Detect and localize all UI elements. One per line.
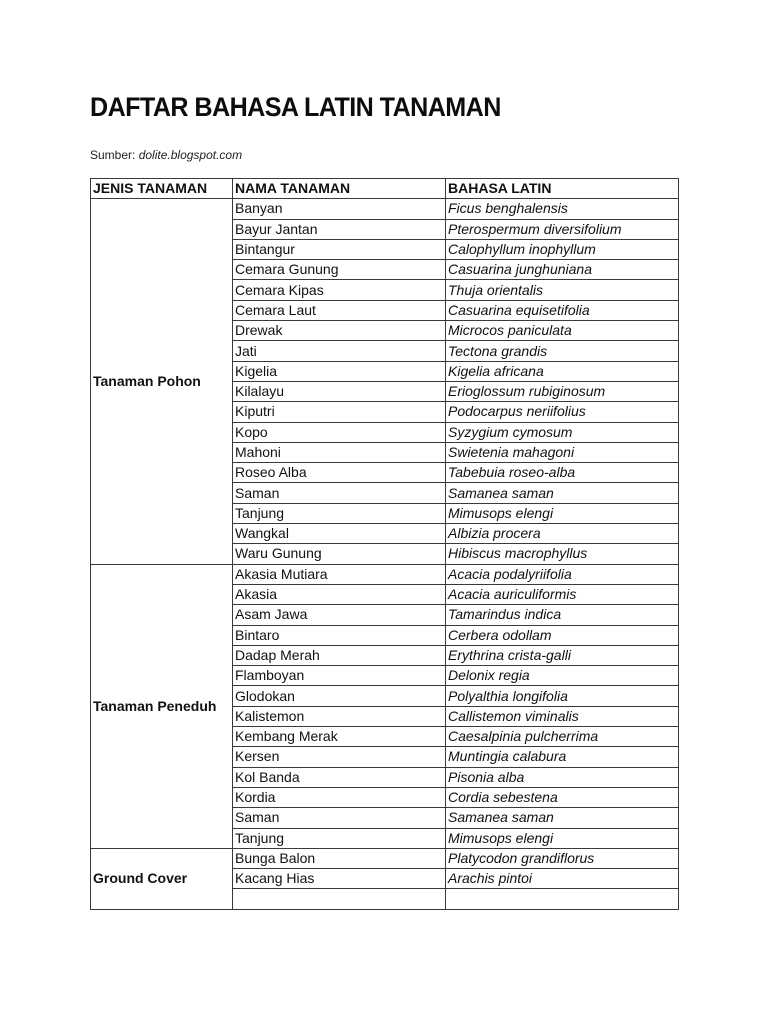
plant-name-cell: Banyan xyxy=(233,199,446,219)
group-cell: Ground Cover xyxy=(91,848,233,909)
plant-name-cell: Kordia xyxy=(233,787,446,807)
source-label: Sumber: xyxy=(90,148,136,162)
plant-name-cell: Kalistemon xyxy=(233,706,446,726)
plant-name-cell: Bunga Balon xyxy=(233,848,446,868)
latin-name-cell: Callistemon viminalis xyxy=(446,706,679,726)
plant-name-cell: Kigelia xyxy=(233,361,446,381)
plant-name-cell: Kersen xyxy=(233,747,446,767)
header-jenis: JENIS TANAMAN xyxy=(91,179,233,199)
plant-name-cell: Cemara Gunung xyxy=(233,260,446,280)
latin-name-cell: Samanea saman xyxy=(446,808,679,828)
latin-name-cell: Tectona grandis xyxy=(446,341,679,361)
latin-name-cell: Casuarina junghuniana xyxy=(446,260,679,280)
group-cell: Tanaman Pohon xyxy=(91,199,233,564)
plant-name-cell: Asam Jawa xyxy=(233,605,446,625)
latin-name-cell: Ficus benghalensis xyxy=(446,199,679,219)
latin-name-cell: Mimusops elengi xyxy=(446,828,679,848)
header-latin: BAHASA LATIN xyxy=(446,179,679,199)
plant-name-cell: Flamboyan xyxy=(233,666,446,686)
latin-name-cell: Casuarina equisetifolia xyxy=(446,300,679,320)
plant-name-cell: Kembang Merak xyxy=(233,727,446,747)
latin-name-cell: Pterospermum diversifolium xyxy=(446,219,679,239)
latin-name-cell: Hibiscus macrophyllus xyxy=(446,544,679,564)
latin-name-cell: Erythrina crista-galli xyxy=(446,645,679,665)
latin-name-cell: Samanea saman xyxy=(446,483,679,503)
plant-name-cell: Jati xyxy=(233,341,446,361)
plant-name-cell: Bintaro xyxy=(233,625,446,645)
latin-name-cell: Tamarindus indica xyxy=(446,605,679,625)
plant-name-cell: Saman xyxy=(233,483,446,503)
page-title: DAFTAR BAHASA LATIN TANAMAN xyxy=(90,92,501,122)
latin-name-cell: Platycodon grandiflorus xyxy=(446,848,679,868)
latin-name-cell: Tabebuia roseo-alba xyxy=(446,463,679,483)
source-value: dolite.blogspot.com xyxy=(138,148,243,162)
plant-name-cell: Bayur Jantan xyxy=(233,219,446,239)
latin-name-cell: Syzygium cymosum xyxy=(446,422,679,442)
header-row xyxy=(91,179,679,199)
latin-name-cell: Acacia podalyriifolia xyxy=(446,564,679,584)
plant-name-cell xyxy=(233,889,446,909)
table-row xyxy=(91,199,679,219)
table-body xyxy=(91,199,679,909)
plant-name-cell: Kacang Hias xyxy=(233,869,446,889)
latin-name-cell: Acacia auriculiformis xyxy=(446,584,679,604)
latin-name-cell: Caesalpinia pulcherrima xyxy=(446,727,679,747)
plant-table xyxy=(90,178,679,910)
plant-name-cell: Dadap Merah xyxy=(233,645,446,665)
table-row xyxy=(91,848,679,868)
plant-name-cell: Glodokan xyxy=(233,686,446,706)
latin-name-cell: Delonix regia xyxy=(446,666,679,686)
plant-name-cell: Saman xyxy=(233,808,446,828)
latin-name-cell: Muntingia calabura xyxy=(446,747,679,767)
latin-name-cell xyxy=(446,889,679,909)
plant-name-cell: Wangkal xyxy=(233,524,446,544)
source-line xyxy=(90,148,242,162)
plant-name-cell: Drewak xyxy=(233,321,446,341)
latin-name-cell: Pisonia alba xyxy=(446,767,679,787)
group-cell: Tanaman Peneduh xyxy=(91,564,233,848)
plant-name-cell: Bintangur xyxy=(233,239,446,259)
plant-name-cell: Waru Gunung xyxy=(233,544,446,564)
plant-name-cell: Kol Banda xyxy=(233,767,446,787)
plant-name-cell: Kilalayu xyxy=(233,381,446,401)
plant-name-cell: Tanjung xyxy=(233,828,446,848)
plant-name-cell: Mahoni xyxy=(233,442,446,462)
latin-name-cell: Kigelia africana xyxy=(446,361,679,381)
header-nama: NAMA TANAMAN xyxy=(233,179,446,199)
latin-name-cell: Podocarpus neriifolius xyxy=(446,402,679,422)
latin-name-cell: Cerbera odollam xyxy=(446,625,679,645)
table-row xyxy=(91,564,679,584)
plant-name-cell: Kopo xyxy=(233,422,446,442)
latin-name-cell: Swietenia mahagoni xyxy=(446,442,679,462)
plant-name-cell: Roseo Alba xyxy=(233,463,446,483)
plant-name-cell: Akasia Mutiara xyxy=(233,564,446,584)
latin-name-cell: Calophyllum inophyllum xyxy=(446,239,679,259)
plant-name-cell: Cemara Laut xyxy=(233,300,446,320)
plant-name-cell: Akasia xyxy=(233,584,446,604)
plant-name-cell: Cemara Kipas xyxy=(233,280,446,300)
latin-name-cell: Arachis pintoi xyxy=(446,869,679,889)
latin-name-cell: Mimusops elengi xyxy=(446,503,679,523)
latin-name-cell: Cordia sebestena xyxy=(446,787,679,807)
latin-name-cell: Albizia procera xyxy=(446,524,679,544)
latin-name-cell: Polyalthia longifolia xyxy=(446,686,679,706)
plant-name-cell: Tanjung xyxy=(233,503,446,523)
latin-name-cell: Thuja orientalis xyxy=(446,280,679,300)
latin-name-cell: Microcos paniculata xyxy=(446,321,679,341)
plant-name-cell: Kiputri xyxy=(233,402,446,422)
latin-name-cell: Erioglossum rubiginosum xyxy=(446,381,679,401)
